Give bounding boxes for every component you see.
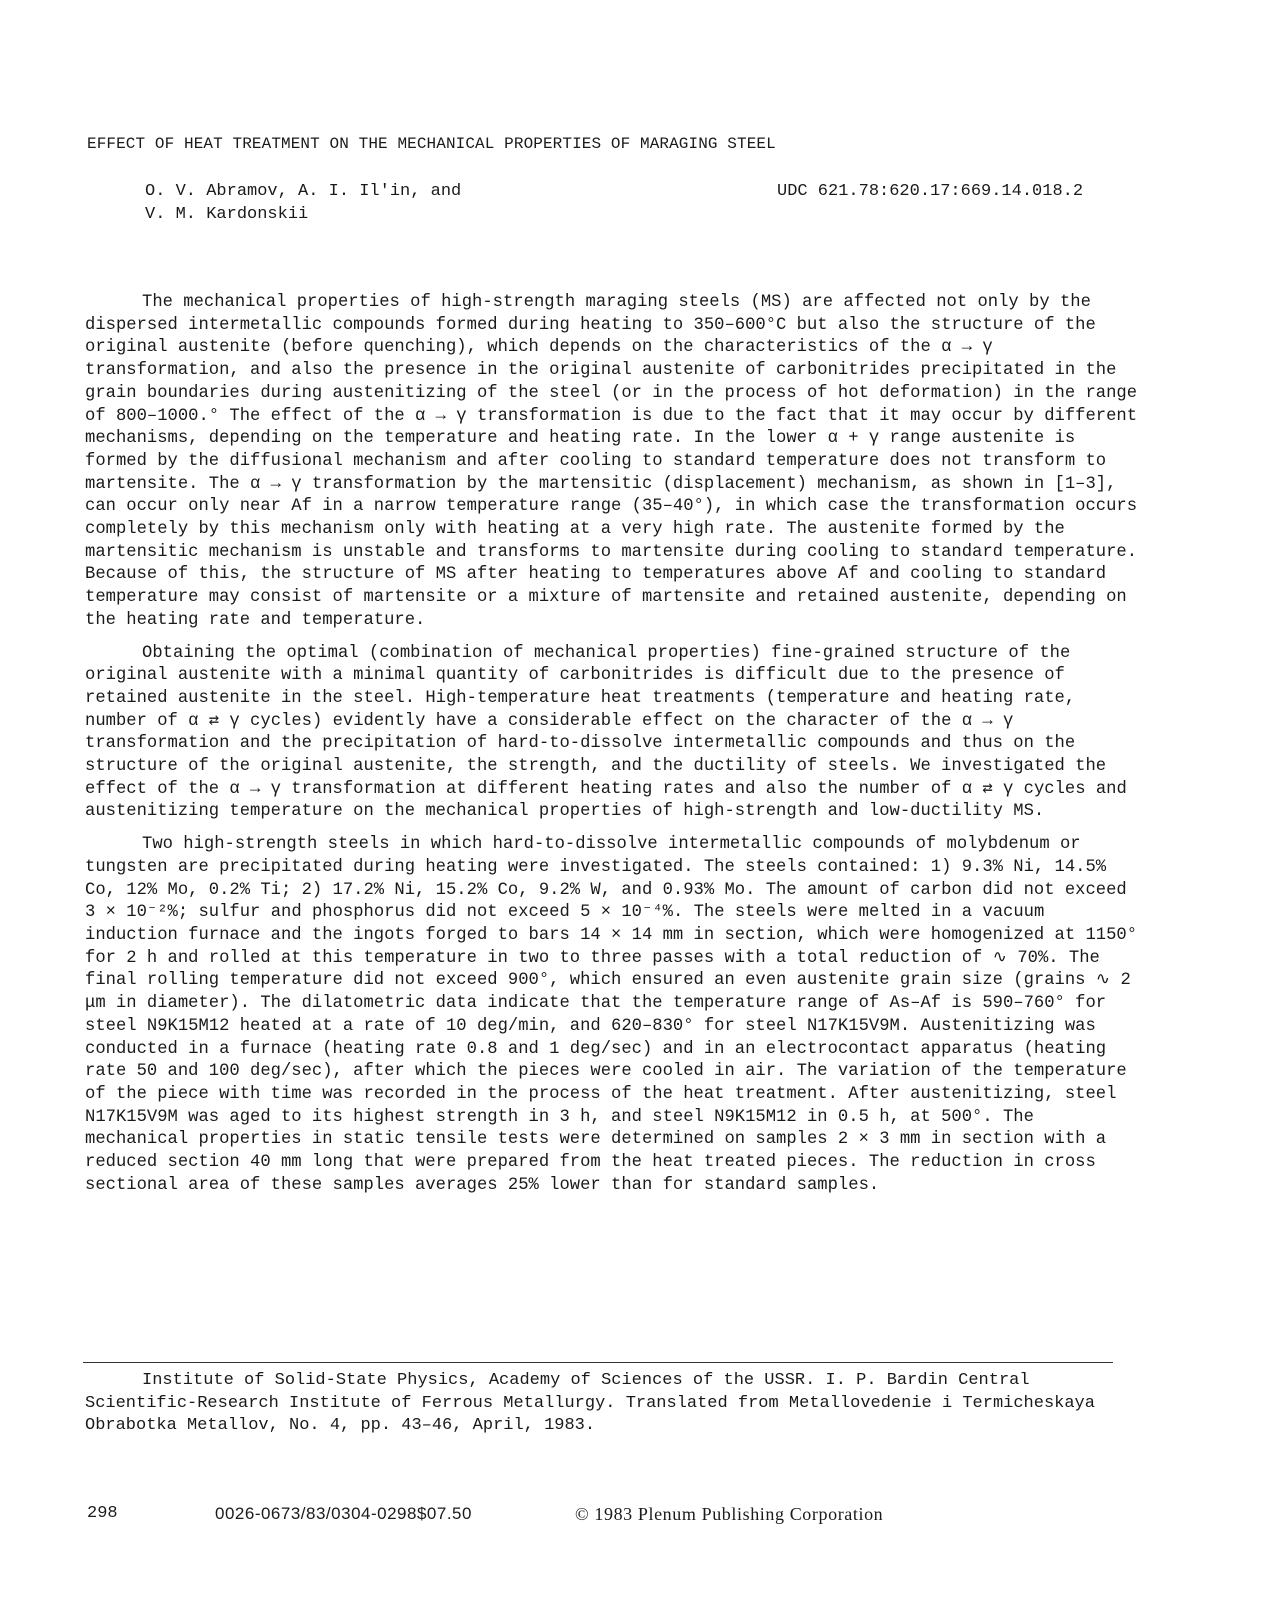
footnote-divider: [83, 1362, 1113, 1363]
paper-title: EFFECT OF HEAT TREATMENT ON THE MECHANICAL PROPERTIES OF MARAGING STEEL: [87, 135, 776, 153]
paragraph-1: The mechanical properties of high-strength maraging steels (MS) are affected not only by the dispersed intermetallic compounds formed during heating to 350–600°C but also the structure of the original austenite (before quenching), which depends on the characteristics of the α → γ transformation, and also the presence in the original austenite of carbonitrides precipitated in the grain boundaries during austenitizing of the steel (or in the process of hot deformation) in the range of 800–1000.° The effect of the α → γ transformation is due to the fact that it may occur by different mechanisms, depending on the temperature and heating rate. In the lower α + γ range austenite is formed by the diffusional mechanism and after cooling to standard temperature does not transform to martensite. The α → γ transformation by the martensitic (displacement) mechanism, as shown in [1–3], can occur only near Af in a narrow temperature range (35–40°), in which case the transformation occurs completely by this mechanism only with heating at a very high rate. The austenite formed by the martensitic mechanism is unstable and transforms to martensite during cooling to standard temperature. Because of this, the structure of MS after heating to temperatures above Af and cooling to standard temperature may consist of martensite or a mixture of martensite and retained austenite, depending on the heating rate and temperature.: [85, 293, 1138, 630]
page-number: 298: [87, 1504, 118, 1523]
authors-line-1: O. V. Abramov, A. I. Il'in, and: [145, 182, 462, 201]
article-code: 0026-0673/83/0304-0298$07.50: [215, 1504, 472, 1523]
copyright-notice: © 1983 Plenum Publishing Corporation: [575, 1504, 884, 1524]
paragraph-2: Obtaining the optimal (combination of mechanical properties) fine-grained structure of the original austenite with a minimal quantity of carbonitrides is difficult due to the presence of retained austenite in the steel. High-temperature heat treatments (temperature and heating rate, number of α ⇄ γ cycles) evidently have a considerable effect on the character of the α → γ transformation and the precipitation of hard-to-dissolve intermetallic compounds and thus on the structure of the original austenite, the strength, and the ductility of steels. We investigated the effect of the α → γ transformation at different heating rates and also the number of α ⇄ γ cycles and austenitizing temperature on the mechanical properties of high-strength and low-ductility MS.: [85, 643, 1127, 822]
authors-line-2: V. M. Kardonskii: [145, 205, 309, 224]
author-block: [145, 180, 461, 226]
udc-code: UDC 621.78:620.17:669.14.018.2: [777, 182, 1084, 201]
body-text: [85, 292, 1145, 1207]
paragraph-3: Two high-strength steels in which hard-to-dissolve intermetallic compounds of molybdenum or tungsten are precipitated during heating were investigated. The steels contained: 1) 9.3% Ni, 14.5% Co, 12% Mo, 0.2% Ti; 2) 17.2% Ni, 15.2% Co, 9.2% W, and 0.93% Mo. The amount of carbon did not exceed 3 × 10⁻²%; sulfur and phosphorus did not exceed 5 × 10⁻⁴%. The steels were melted in a vacuum induction furnace and the ingots forged to bars 14 × 14 mm in section, which were homogenized at 1150° for 2 h and rolled at this temperature in two to three passes with a total reduction of ∿ 70%. The final rolling temperature did not exceed 900°, which ensured an even austenite grain size (grains ∿ 2 μm in diameter). The dilatometric data indicate that the temperature range of As–Af is 590–760° for steel N9K15M12 heated at a rate of 10 deg/min, and 620–830° for steel N17K15V9M. Austenitizing was conducted in a furnace (heating rate 0.8 and 1 deg/sec) and in an electrocontact apparatus (heating rate 50 and 100 deg/sec), after which the pieces were cooled in air. The variation of the temperature of the piece with time was recorded in the process of the heat treatment. After austenitizing, steel N17K15V9M was aged to its highest strength in 3 h, and steel N9K15M12 in 0.5 h, at 500°. The mechanical properties in static tensile tests were determined on samples 2 × 3 mm in section with a reduced section 40 mm long that were prepared from the heat treated pieces. The reduction in cross sectional area of these samples averages 25% lower than for standard samples.: [85, 835, 1138, 1195]
affiliation-footnote: Institute of Solid-State Physics, Academy of Sciences of the USSR. I. P. Bardin Central Scientific-Research Institute of Ferrous Metallurgy. Translated from Metallovedenie i Termicheskaya Obrabotka Metallov, No. 4, pp. 43–46, April, 1983.: [85, 1371, 1095, 1435]
